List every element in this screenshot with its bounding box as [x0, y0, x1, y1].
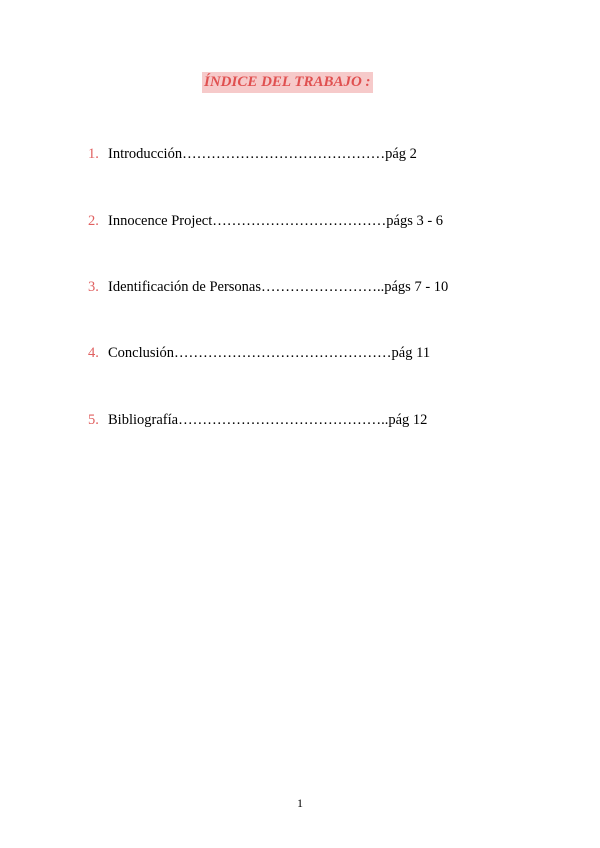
page-number: 1: [297, 796, 303, 810]
toc-item-number: 2.: [88, 213, 99, 229]
toc-item-introduccion: [88, 144, 417, 164]
toc-item-number: 4.: [88, 345, 99, 361]
document-title: ÍNDICE DEL TRABAJO :: [202, 72, 373, 93]
toc-item-number: 5.: [88, 412, 99, 428]
toc-item-number: 3.: [88, 279, 99, 295]
toc-item-text: Identificación de Personas……………………..págs 7 - 10: [108, 279, 449, 295]
toc-item-bibliografia: [88, 410, 427, 430]
toc-item-text: Bibliografía……………………………………..pág 12: [108, 412, 428, 428]
toc-item-text: Introducción……………………………………pág 2: [108, 146, 417, 162]
toc-item-text: Conclusión………………………………………pág 11: [108, 345, 431, 361]
toc-item-text: Innocence Project………………………………págs 3 - 6: [108, 213, 444, 229]
toc-item-innocence-project: [88, 211, 443, 231]
toc-item-number: 1.: [88, 146, 99, 162]
toc-item-conclusion: [88, 343, 430, 363]
toc-item-identificacion: [88, 277, 448, 297]
